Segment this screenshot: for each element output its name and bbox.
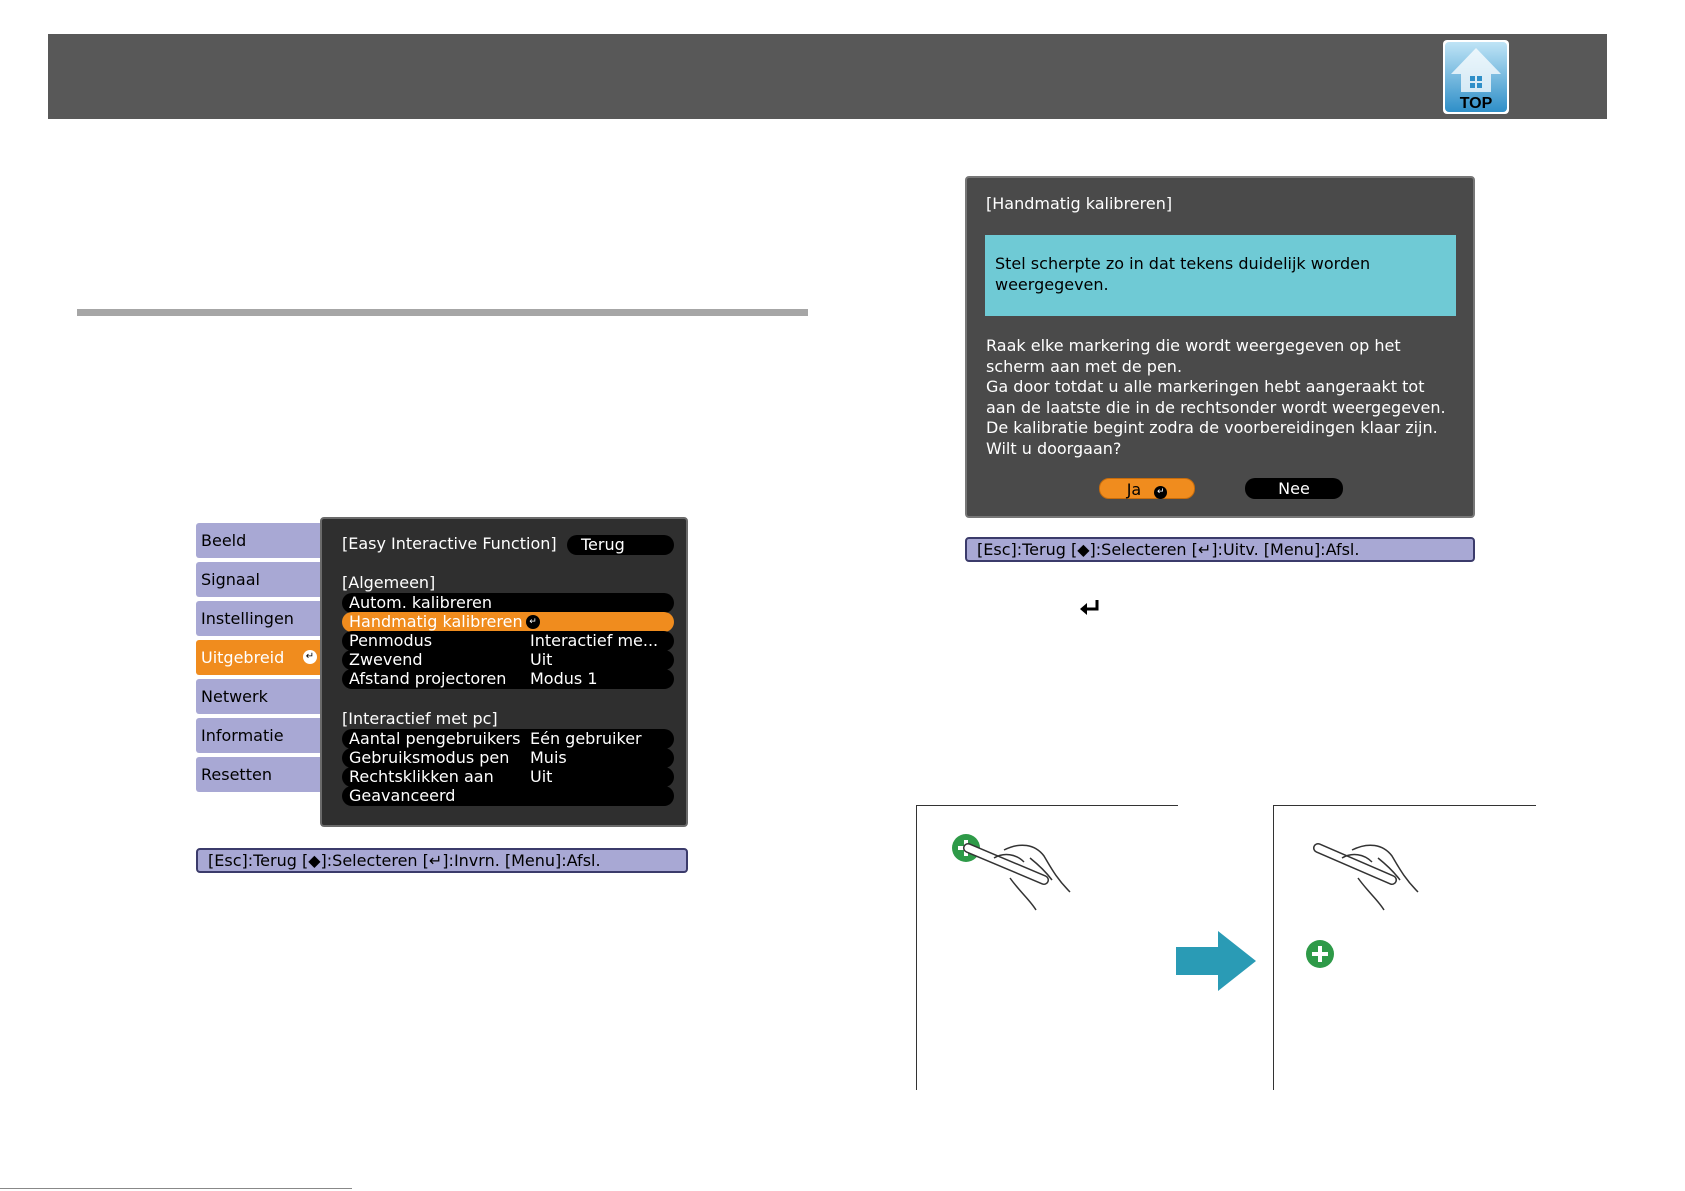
tab-label: Netwerk <box>201 687 268 706</box>
section-divider <box>77 309 808 316</box>
tab-label: Beeld <box>201 531 247 550</box>
back-button[interactable] <box>567 535 674 555</box>
dialog-body-line: De kalibratie begint zodra de voorbereidingen klaar zijn. <box>986 418 1438 437</box>
tab-netwerk[interactable] <box>196 679 321 714</box>
group-header-interactief: [Interactief met pc] <box>342 709 498 728</box>
menu-item-label: Handmatig kalibreren <box>349 612 523 631</box>
menu-item-label: Rechtsklikken aan <box>349 767 494 786</box>
tab-instellingen[interactable] <box>196 601 321 636</box>
menu-item-value: Eén gebruiker <box>530 729 642 748</box>
menu-item-penmodus[interactable] <box>342 631 674 651</box>
dialog-body-line: Wilt u doorgaan? <box>986 438 1122 458</box>
dialog-body-line: Raak elke markering die wordt weergegeven op het <box>986 336 1401 355</box>
dialog-body-line: Ga door totdat u alle markeringen hebt aangeraakt tot <box>986 377 1425 396</box>
back-button-label: Terug <box>581 535 625 554</box>
tab-resetten[interactable] <box>196 757 321 792</box>
menu-item-value: Uit <box>530 650 553 669</box>
footer-rule <box>0 1188 352 1189</box>
tab-uitgebreid[interactable] <box>196 640 321 675</box>
tab-label: Uitgebreid <box>201 648 285 667</box>
tab-label: Signaal <box>201 570 260 589</box>
calibration-dialog <box>965 176 1475 518</box>
panel-title: [Easy Interactive Function] <box>342 534 557 553</box>
menu-item-value: Uit <box>530 767 553 786</box>
enter-icon: ↵ <box>303 650 317 664</box>
no-button-label: Nee <box>1278 479 1310 498</box>
menu-panel <box>320 517 688 827</box>
menu-item-label: Zwevend <box>349 650 423 669</box>
group-header-algemeen: [Algemeen] <box>342 573 436 592</box>
pen-hand-icon <box>960 836 1080 911</box>
menu-item-rechtsklikken-aan[interactable] <box>342 767 674 787</box>
menu-item-value: Modus 1 <box>530 669 598 688</box>
menu-item-value: Muis <box>530 748 567 767</box>
tab-label: Resetten <box>201 765 272 784</box>
calibration-target-icon <box>1306 940 1334 968</box>
menu-item-label: Aantal pengebruikers <box>349 729 521 748</box>
dialog-body-line: aan de laatste die in de rechtsonder wordt weergegeven. <box>986 397 1446 417</box>
menu-item-geavanceerd[interactable] <box>342 786 674 806</box>
no-button[interactable] <box>1245 478 1343 499</box>
menu-item-zwevend[interactable] <box>342 650 674 670</box>
menu-item-autom-kalibreren[interactable] <box>342 593 674 613</box>
top-home-icon[interactable] <box>1443 40 1509 114</box>
arrow-right-icon <box>1176 931 1256 991</box>
tab-beeld[interactable] <box>196 523 321 558</box>
menu-item-label: Gebruiksmodus pen <box>349 748 510 767</box>
menu-item-afstand-projectoren[interactable] <box>342 669 674 689</box>
header-bar <box>48 34 1607 119</box>
enter-icon: ↵ <box>526 615 540 629</box>
dialog-body-line: scherm aan met de pen. <box>986 356 1183 376</box>
dialog-body <box>986 336 1466 459</box>
menu-item-label: Afstand projectoren <box>349 669 507 688</box>
yes-button[interactable] <box>1099 478 1195 499</box>
enter-icon: ↵ <box>1154 486 1167 499</box>
menu-item-aantal-pengebruikers[interactable] <box>342 729 674 749</box>
enter-key-icon <box>1078 598 1102 618</box>
dialog-info-text: Stel scherpte zo in dat tekens duidelijk worden weergegeven. <box>995 254 1371 294</box>
pen-hand-icon <box>1312 836 1432 911</box>
svg-text:TOP: TOP <box>1459 95 1493 112</box>
menu-item-label: Geavanceerd <box>349 786 456 805</box>
tab-signaal[interactable] <box>196 562 321 597</box>
menu-hint-bar: [Esc]:Terug [◆]:Selecteren [↵]:Invrn. [Menu]:Afsl. <box>196 848 688 873</box>
tab-label: Informatie <box>201 726 284 745</box>
dialog-hint-bar: [Esc]:Terug [◆]:Selecteren [↵]:Uitv. [Menu]:Afsl. <box>965 537 1475 562</box>
menu-item-gebruiksmodus-pen[interactable] <box>342 748 674 768</box>
tab-informatie[interactable] <box>196 718 321 753</box>
menu-item-label: Penmodus <box>349 631 433 650</box>
menu-item-label: Autom. kalibreren <box>349 593 493 612</box>
yes-button-label: Ja <box>1126 480 1142 499</box>
menu-item-value: Interactief me... <box>530 631 659 650</box>
dialog-info-box <box>985 235 1456 316</box>
dialog-title: [Handmatig kalibreren] <box>986 194 1173 213</box>
menu-item-handmatig-kalibreren[interactable] <box>342 612 674 632</box>
tab-label: Instellingen <box>201 609 294 628</box>
